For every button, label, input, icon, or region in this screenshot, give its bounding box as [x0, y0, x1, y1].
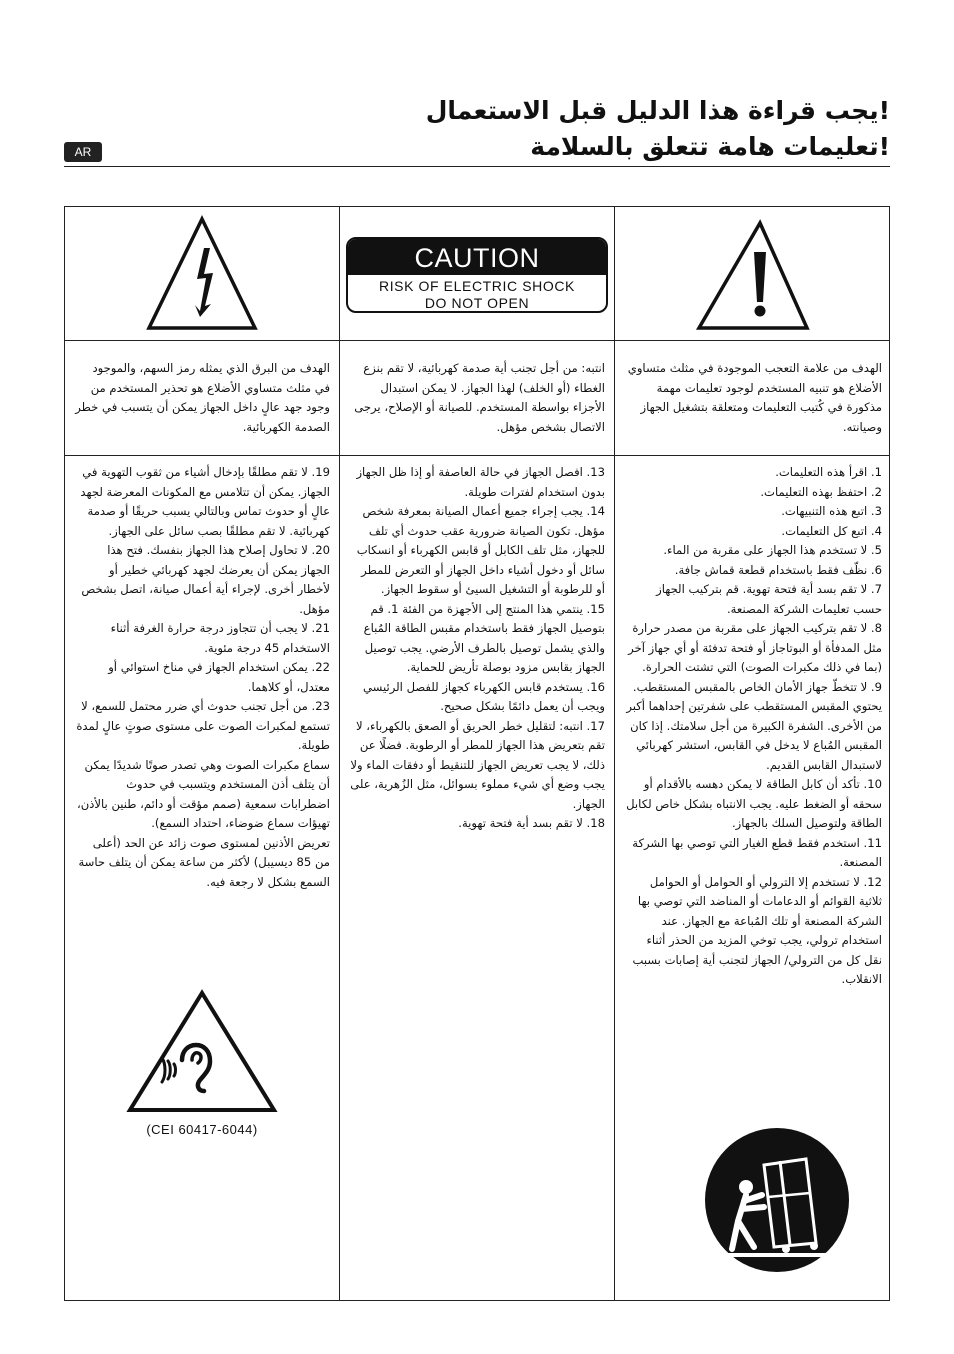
list-item: 6. نظّف فقط باستخدام قطعة قماش جافة. — [674, 562, 882, 577]
list-item: 2. احتفظ بهذه التعليمات. — [760, 484, 882, 499]
caution-heading: CAUTION — [348, 239, 606, 275]
safety-title: !تعليمات هامة تتعلق بالسلامة — [530, 132, 890, 161]
list-item: 23. من أجل تجنب حدوث أي ضرر محتمل للسمع، لا تستمع لمكبرات الصوت على مستوى صوتٍ عالٍ لمدة طويلة. — [76, 699, 330, 752]
list-item: 20. لا تحاول إصلاح هذا الجهاز بنفسك. فتح هذا الجهاز يمكن أن يعرضك لجهد كهربائي خطير أو لأخطار أخرى. لإجراء أية أعمال صيانة، اتصل بشخص مؤهل. — [81, 543, 330, 616]
caution-description: انتبه: من أجل تجنب أية صدمة كهربائية، لا تقم بنزع الغطاء (أو الخلف) لهذا الجهاز. لا يمكن استبدال الأجزاء بواسطة المستخدم. للصيانة أو الإصلاح، يرجى الاتصال بشخص مؤهل. — [354, 361, 605, 434]
list-item: 4. اتبع كل التعليمات. — [781, 523, 882, 538]
cart-tip-over-warning-icon — [702, 1125, 852, 1277]
list-item: 16. يستخدم قابس الكهرباء كجهاز للفصل الرئيسي ويجب أن يعمل دائمًا بشكل صحيح. — [363, 679, 605, 713]
list-item: 3. اتبع هذه التنبيهات. — [781, 504, 882, 518]
electric-shock-warning-icon — [65, 207, 339, 340]
row-divider — [65, 455, 889, 456]
list-item: 12. لا تستخدم إلا الترولي أو الحوامل أو الحوامل ثلاثية القوائم أو الدعامات أو المناضد التي توصي بها الشركة المصنعة أو تلك المُباعة مع الجهاز. عند استخدام ترولي، يجب توخي المزيد من الحذر أثناء نقل كل من الترولي/ الجهاز لتجنب أية إصابات بسبب الانقلاب. — [632, 874, 882, 986]
manual-title: !يجب قراءة هذا الدليل قبل الاستعمال — [425, 96, 890, 125]
exclamation-description: الهدف من علامة التعجب الموجودة في مثلث متساوي الأضلاع هو تنبيه المستخدم لوجود تعليمات مهمة مذكورة في كُتيب التعليمات ومتعلقة بتشغيل الجهاز وصيانته. — [627, 361, 882, 434]
hearing-damage-icon — [122, 987, 282, 1117]
safety-table — [64, 206, 890, 1301]
list-item: 1. اقرأ هذه التعليمات. — [775, 465, 882, 479]
list-item: 13. افصل الجهاز في حالة العاصفة أو إذا ظل الجهاز بدون استخدام لفترات طويلة. — [356, 465, 605, 499]
caution-line-1: RISK OF ELECTRIC SHOCK — [378, 278, 575, 294]
list-item: 19. لا تقم مطلقًا بإدخال أشياء من ثقوب التهوية في الجهاز. يمكن أن تتلامس مع المكونات المعرضة لجهد عالٍ أو حدوث تماس وبالتالي يسبب حريقًا أو صدمة كهربائية. لا تقم مطلقًا بصب سائل على الجهاز. — [80, 465, 330, 538]
caution-line-2: DO NOT OPEN — [424, 295, 530, 311]
column-divider — [614, 207, 615, 1300]
list-item: 17. انتبه: لتقليل خطر الحريق أو الصعق بالكهرباء، لا تقم بتعريض هذا الجهاز للمطر أو الرطوبة. فضلًا عن ذلك، لا يجب تعريض الجهاز للتنقيط أو دفقات الماء ولا يجب وضع أي شيء مملوء بسوائل، مثل الزُهرية، على الجهاز. — [350, 718, 605, 811]
list-item: 18. لا تقم بسد أية فتحة تهوية. — [458, 816, 605, 830]
instructions-list-right — [625, 463, 882, 990]
list-item: 5. لا تستخدم هذا الجهاز على مقربة من الماء. — [663, 543, 882, 557]
lightning-description: الهدف من البرق الذي يمثله رمز السهم، والموجود في مثلث متساوي الأضلاع هو تحذير المستخدم من وجود جهد عالٍ داخل الجهاز يمكن أن يتسبب في خطر الصدمة الكهربائية. — [75, 361, 330, 434]
list-item: 15. ينتمي هذا المنتج إلى الأجهزة من الفئة 1. قم بتوصيل الجهاز فقط باستخدام مقبس الطاقة المُباع والذي يشمل توصيل بالطرف الأرضي. يجب توصيل الجهاز بقابس مزود بوصلة تأريض للحماية. — [363, 601, 605, 674]
exclamation-symbol-cell — [615, 207, 891, 340]
list-item: 10. تأكد أن كابل الطاقة لا يمكن دهسه بالأقدام أو سحقه أو الضغط عليه. يجب الانتباه بشكل خاص لكابل الطاقة ولتوصيل السلك بالجهاز. — [626, 777, 882, 830]
list-item: 21. لا يجب أن تتجاوز درجة حرارة الغرفة أثناء الاستخدام 45 درجة مئوية. — [110, 621, 330, 655]
column-divider — [339, 207, 340, 1300]
caution-label-cell — [340, 207, 614, 340]
language-badge: AR — [64, 142, 102, 162]
hearing-symbol-caption: (CEI 60417-6044) — [146, 1122, 258, 1137]
list-item: تعريض الأذنين لمستوى صوت زائد عن الحد (أعلى من 85 ديسيبل) لأكثر من ساعة يمكن أن يتلف حاسة السمع بشكل لا رجعة فيه. — [78, 835, 330, 889]
list-item: 22. يمكن استخدام الجهاز في مناخ استوائي أو معتدل، أو كلاهما. — [108, 660, 330, 694]
caution-label — [346, 237, 608, 313]
list-item: 14. يجب إجراء جميع أعمال الصيانة بمعرفة شخص مؤهل. تكون الصيانة ضرورية عقب حدوث أي تلف للجهاز، مثل تلف الكابل أو قابس الكهرباء أو انسكاب سائل أو دخول أشياء داخل الجهاز أو التعرض للمطر أو للرطوبة أو التشغيل السيئ أو سقوط الجهاز. — [356, 504, 605, 596]
instructions-list-middle — [350, 463, 605, 834]
instructions-list-left — [75, 463, 330, 892]
list-item: 8. لا تقم بتركيب الجهاز على مقربة من مصدر حرارة مثل المدفأة أو البوتاجاز أو فتحة تدفئة أو أي جهاز آخر (بما في ذلك مكبرات الصوت) التي تشتت الحرارة. — [628, 621, 882, 674]
list-item: سماع مكبرات الصوت وهي تصدر صوتًا شديدًا يمكن أن يتلف أذن المستخدم ويتسبب في حدوث اضطرابات سمعية (صمم مؤقت أو دائم، طنين بالأذن، تهيؤات سماع ضوضاء، احتداد السمع). — [76, 757, 330, 830]
row-divider — [65, 340, 889, 341]
list-item: 9. لا تتخطّ جهاز الأمان الخاص بالمقبس المستقطب. يحتوي المقبس المستقطب على شفرتين إحداهما أكبر من الأخرى. الشفرة الكبيرة من أجل سلامتك. إذا كان المقبس المُباع لا يدخل في القابس، استشر كهربائي لاستبدال القابس القديم. — [626, 679, 882, 772]
lightning-symbol-cell — [65, 207, 339, 340]
exclamation-warning-icon — [615, 207, 891, 340]
list-item: 7. لا تقم بسد أية فتحة تهوية. قم بتركيب الجهاز حسب تعليمات الشركة المصنعة. — [656, 582, 882, 616]
title-block — [64, 90, 890, 167]
list-item: 11. استخدم فقط قطع الغيار التي توصي بها الشركة المصنعة. — [632, 835, 882, 869]
